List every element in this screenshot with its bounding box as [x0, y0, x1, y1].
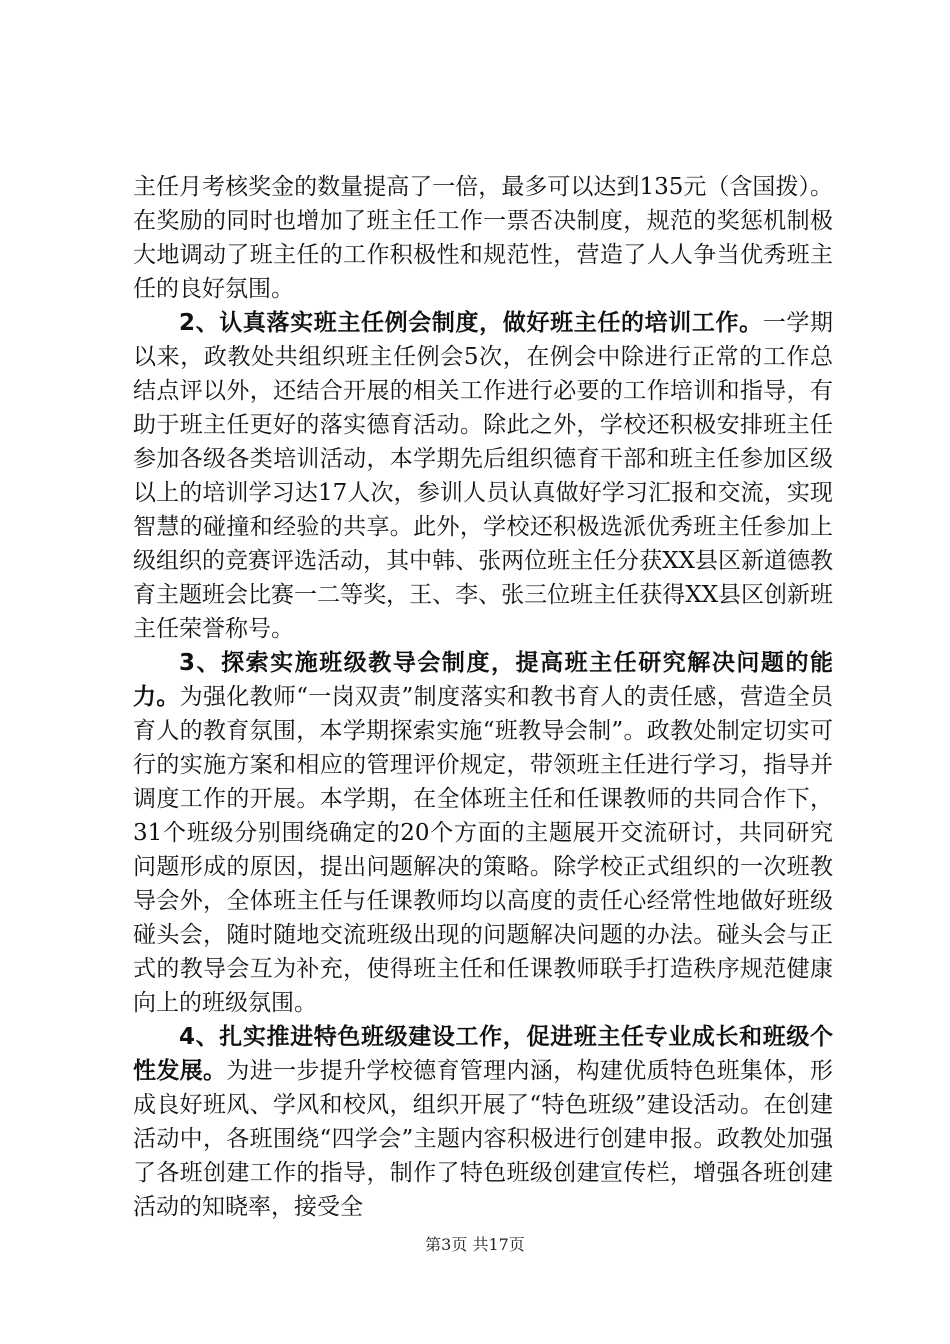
paragraph-section-3 — [133, 646, 833, 1020]
page-number-label: 第3页 共17页 — [425, 1235, 525, 1254]
page-footer — [0, 1232, 950, 1255]
section-heading-3: 3、探索实施班级教导会制度，提高班主任研究解决问题的能力。 — [133, 650, 833, 710]
section-heading-2: 2、认真落实班主任例会制度，做好班主任的培训工作。 — [179, 310, 763, 336]
paragraph-text: 主任月考核奖金的数量提高了一倍，最多可以达到135元（含国拨）。在奖励的同时也增加了班主任工作一票否决制度，规范的奖惩机制极大地调动了班主任的工作积极性和规范性，营造了人人争当优秀班主任的良好氛围。 — [133, 174, 833, 302]
paragraph-section-2 — [133, 306, 833, 646]
document-body — [133, 170, 833, 1224]
paragraph-text: 为进一步提升学校德育管理内涵，构建优质特色班集体，形成良好班风、学风和校风，组织开展了“特色班级”建设活动。在创建活动中，各班围绕“四学会”主题内容积极进行创建申报。政教处加强了各班创建工作的指导，制作了特色班级创建宣传栏，增强各班创建活动的知晓率，接受全 — [133, 1058, 834, 1220]
paragraph-continuation — [133, 170, 833, 306]
paragraph-section-4 — [133, 1020, 833, 1224]
paragraph-text: 一学期以来，政教处共组织班主任例会5次，在例会中除进行正常的工作总结点评以外，还结合开展的相关工作进行必要的工作培训和指导，有助于班主任更好的落实德育活动。除此之外，学校还积极安排班主任参加各级各类培训活动，本学期先后组织德育干部和班主任参加区级以上的培训学习达17人次，参训人员认真做好学习汇报和交流，实现智慧的碰撞和经验的共享。此外，学校还积极选派优秀班主任参加上级组织的竞赛评选活动，其中韩、张两位班主任分获XX县区新道德教育主题班会比赛一二等奖，王、李、张三位班主任获得XX县区创新班主任荣誉称号。 — [133, 310, 833, 642]
paragraph-text: 为强化教师“一岗双责”制度落实和教书育人的责任感，营造全员育人的教育氛围，本学期探索实施“班教导会制”。政教处制定切实可行的实施方案和相应的管理评价规定，带领班主任进行学习，指导并调度工作的开展。本学期，在全体班主任和任课教师的共同合作下，31个班级分别围绕确定的20个方面的主题展开交流研讨，共同研究问题形成的原因，提出问题解决的策略。除学校正式组织的一次班教导会外，全体班主任与任课教师均以高度的责任心经常性地做好班级碰头会，随时随地交流班级出现的问题解决问题的办法。碰头会与正式的教导会互为补充，使得班主任和任课教师联手打造秩序规范健康向上的班级氛围。 — [133, 684, 833, 1016]
section-heading-4: 4、扎实推进特色班级建设工作，促进班主任专业成长和班级个性发展。 — [133, 1024, 833, 1084]
